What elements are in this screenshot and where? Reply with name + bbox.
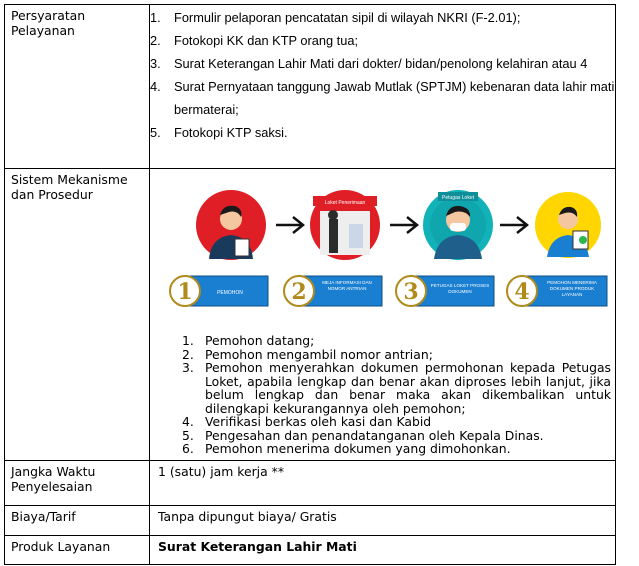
item-number: 4. xyxy=(150,79,161,94)
caption-box xyxy=(315,280,379,304)
step-number: 6. xyxy=(182,441,194,456)
row-mekanisme xyxy=(5,169,616,461)
item-text: Fotokopi KK dan KTP orang tua; xyxy=(174,33,359,48)
item-number: 1. xyxy=(150,10,161,25)
step-number: 2. xyxy=(182,346,194,362)
step-1-illustration xyxy=(196,190,266,260)
procedure-step xyxy=(150,429,611,443)
value-mekanisme xyxy=(150,169,616,461)
label-mekanisme: Sistem Mekanisme dan Prosedur xyxy=(5,169,150,461)
requirement-item xyxy=(150,29,615,52)
step-number: 5. xyxy=(182,427,194,443)
arrow-icon xyxy=(500,217,527,233)
requirement-item xyxy=(150,75,615,121)
step-text: Verifikasi berkas oleh kasi dan Kabid xyxy=(205,414,432,429)
petugas-sign-text: Petugas Loket xyxy=(442,195,474,201)
value-persyaratan xyxy=(150,5,616,169)
value-biaya: Tanpa dipungut biaya/ Gratis xyxy=(158,509,337,524)
row-biaya xyxy=(5,506,616,536)
procedure-steps-list xyxy=(150,334,615,456)
step-caption: PETUGAS LOKET PROSES DOKUMEN xyxy=(430,283,490,294)
step-text: Pengesahan dan penandatanganan oleh Kepala Dinas. xyxy=(205,427,544,443)
step-number: 1. xyxy=(182,333,194,348)
item-number: 3. xyxy=(150,56,161,71)
step-text: Pemohon menyerahkan dokumen permohonan kepada Petugas Loket, apabila lengkap dan benar akan diproses lebih lanjut, jika belum lengkap dan benar maka akan dikembalikan untuk dilengkapi kekurangannya oleh pemohon; xyxy=(205,360,611,416)
step-number: 3. xyxy=(182,360,194,375)
value-produk-cell xyxy=(150,536,616,565)
requirement-item xyxy=(150,6,615,29)
step-3-illustration xyxy=(423,190,493,260)
badge-step-2 xyxy=(284,276,382,306)
row-produk xyxy=(5,536,616,565)
value-produk: Surat Keterangan Lahir Mati xyxy=(158,539,357,554)
step-text: Pemohon menerima dokumen yang dimohonkan. xyxy=(205,441,511,456)
row-persyaratan xyxy=(5,5,616,169)
loket-sign-text: Loket Penerimaan xyxy=(324,200,366,206)
item-text: Fotokopi KTP saksi. xyxy=(174,125,288,140)
step-number: 4 xyxy=(514,279,530,305)
caption-box xyxy=(539,280,605,304)
step-caption: PEMOHON MENERIMA DOKUMEN PRODUK LAYANAN xyxy=(547,280,597,297)
badge-step-4 xyxy=(507,276,607,306)
procedure-step xyxy=(150,334,611,348)
value-biaya-cell xyxy=(150,506,616,536)
service-standard-table xyxy=(4,4,616,565)
procedure-step xyxy=(150,361,611,415)
label-persyaratan: Persyaratan Pelayanan xyxy=(5,5,150,169)
step-number: 2 xyxy=(291,279,307,305)
item-text: Formulir pelaporan pencatatan sipil di wilayah NKRI (F-2.01); xyxy=(174,10,521,25)
requirement-item xyxy=(150,121,615,144)
requirement-item xyxy=(150,52,615,75)
procedure-step xyxy=(150,348,611,362)
item-text: Surat Keterangan Lahir Mati dari dokter/ bidan/penolong kelahiran atau 4 xyxy=(174,56,588,71)
flow-illustration xyxy=(179,179,639,334)
procedure-step xyxy=(150,442,611,456)
mask-icon xyxy=(450,223,466,231)
item-number: 5. xyxy=(150,125,161,140)
step-2-illustration xyxy=(310,190,380,260)
person-silhouette-icon xyxy=(329,219,338,253)
item-number: 2. xyxy=(150,33,161,48)
document-icon xyxy=(235,239,249,256)
procedure-flow-diagram xyxy=(150,179,615,334)
queue-machine-icon xyxy=(349,224,363,248)
value-jangka-waktu-cell xyxy=(150,461,616,506)
step-number: 1 xyxy=(177,279,193,305)
step-caption: PEMOHON xyxy=(217,290,243,296)
label-jangka-waktu: Jangka Waktu Penyelesaian xyxy=(5,461,150,506)
label-produk: Produk Layanan xyxy=(5,536,150,565)
badge-step-1 xyxy=(170,276,268,306)
step-text: Pemohon mengambil nomor antrian; xyxy=(205,346,433,362)
item-text: Surat Pernyataan tanggung Jawab Mutlak (SPTJM) kebenaran data lahir mati bermaterai; xyxy=(174,79,615,117)
row-jangka-waktu xyxy=(5,461,616,506)
requirements-list xyxy=(150,5,615,144)
value-jangka-waktu: 1 (satu) jam kerja ** xyxy=(158,464,285,479)
step-number: 3 xyxy=(403,279,419,305)
caption-box xyxy=(429,283,491,303)
step-number: 4. xyxy=(182,414,194,429)
person-head-icon xyxy=(328,210,338,220)
step-4-illustration xyxy=(535,192,601,258)
procedure-step xyxy=(150,415,611,429)
step-caption: MEJA INFORMASI DAN NOMOR ANTRIAN xyxy=(322,280,372,291)
badge-step-3 xyxy=(396,276,494,306)
checkmark-icon xyxy=(579,236,587,244)
arrow-icon xyxy=(276,217,303,233)
step-text: Pemohon datang; xyxy=(205,333,315,348)
label-biaya: Biaya/Tarif xyxy=(5,506,150,536)
arrow-icon xyxy=(390,217,417,233)
